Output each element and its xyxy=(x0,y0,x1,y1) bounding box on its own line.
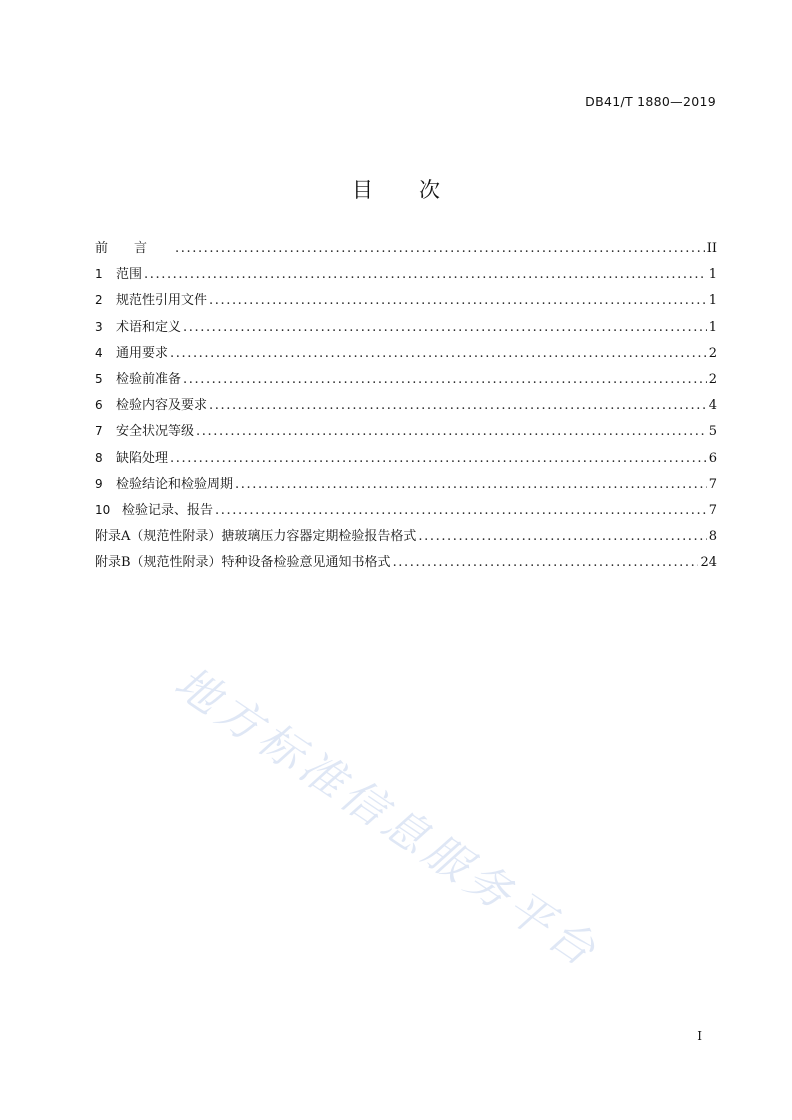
toc-leader-dots xyxy=(196,424,707,439)
table-of-contents xyxy=(95,237,717,577)
toc-entry-page: 1 xyxy=(708,267,717,283)
toc-entry-number: 5 xyxy=(95,371,103,386)
toc-entry-appendix-a[interactable] xyxy=(95,525,717,551)
toc-entry-page: II xyxy=(706,241,717,256)
toc-entry-page: 7 xyxy=(708,502,717,518)
toc-entry-label: 附录B（规范性附录）特种设备检验意见通知书格式 xyxy=(95,555,391,571)
toc-entry-records-report[interactable] xyxy=(95,499,717,525)
toc-entry-page: 2 xyxy=(708,371,717,387)
toc-entry-number: 7 xyxy=(95,424,103,439)
toc-entry-appendix-b[interactable] xyxy=(95,551,717,577)
toc-entry-number: 3 xyxy=(95,319,103,334)
toc-entry-page: 7 xyxy=(708,476,717,492)
toc-entry-page: 2 xyxy=(708,345,717,361)
toc-entry-terms-definitions[interactable] xyxy=(95,316,717,342)
toc-entry-label: 检验结论和检验周期 xyxy=(116,476,234,492)
toc-entry-number: 8 xyxy=(95,450,103,465)
watermark: 地方标准信息服务平台 xyxy=(165,657,609,979)
toc-entry-pre-inspection[interactable] xyxy=(95,368,717,394)
toc-entry-inspection-content[interactable] xyxy=(95,394,717,420)
toc-entry-defect-handling[interactable] xyxy=(95,447,717,473)
toc-leader-dots xyxy=(170,346,707,361)
toc-entry-label: 前言 xyxy=(95,241,174,256)
toc-entry-label: 通用要求 xyxy=(116,345,169,361)
toc-entry-page: 1 xyxy=(708,319,717,335)
toc-entry-conclusion-period[interactable] xyxy=(95,473,717,499)
toc-entry-number: 4 xyxy=(95,345,103,360)
toc-entry-number: 1 xyxy=(95,267,103,282)
toc-leader-dots xyxy=(209,398,707,413)
toc-entry-general-requirements[interactable] xyxy=(95,342,717,368)
page-title: 目次 xyxy=(352,178,486,202)
toc-leader-dots xyxy=(183,372,707,387)
toc-entry-label: 附录A（规范性附录）搪玻璃压力容器定期检验报告格式 xyxy=(95,529,417,545)
toc-entry-number: 10 xyxy=(95,502,111,517)
toc-entry-label: 检验内容及要求 xyxy=(116,398,208,414)
standard-number: DB41/T 1880—2019 xyxy=(585,94,716,109)
toc-leader-dots xyxy=(393,555,699,570)
toc-entry-number: 2 xyxy=(95,293,103,308)
toc-entry-page: 1 xyxy=(708,293,717,309)
page-number: I xyxy=(697,1029,702,1043)
toc-entry-safety-grade[interactable] xyxy=(95,420,717,446)
toc-entry-page: 24 xyxy=(700,555,717,571)
toc-entry-label: 检验记录、报告 xyxy=(122,502,214,518)
toc-entry-page: 6 xyxy=(708,450,717,466)
toc-leader-dots xyxy=(170,451,707,466)
toc-entry-label: 缺陷处理 xyxy=(116,450,169,466)
toc-entry-normative-references[interactable] xyxy=(95,289,717,315)
toc-entry-scope[interactable] xyxy=(95,263,717,289)
toc-entry-foreword[interactable] xyxy=(95,237,717,263)
toc-entry-page: 5 xyxy=(708,424,717,440)
toc-entry-label: 安全状况等级 xyxy=(116,424,195,440)
toc-leader-dots xyxy=(209,293,707,308)
toc-entry-label: 术语和定义 xyxy=(116,319,182,335)
toc-entry-label: 检验前准备 xyxy=(116,371,182,387)
toc-entry-label: 范围 xyxy=(116,267,143,283)
toc-entry-number: 9 xyxy=(95,476,103,491)
toc-entry-number: 6 xyxy=(95,398,103,413)
toc-leader-dots xyxy=(144,267,707,282)
toc-leader-dots xyxy=(235,477,707,492)
toc-leader-dots xyxy=(183,320,707,335)
toc-entry-page: 4 xyxy=(708,398,717,414)
toc-leader-dots xyxy=(215,503,707,518)
toc-entry-page: 8 xyxy=(708,529,717,545)
toc-entry-label: 规范性引用文件 xyxy=(116,293,208,309)
toc-leader-dots xyxy=(418,529,706,544)
toc-leader-dots xyxy=(175,241,705,256)
